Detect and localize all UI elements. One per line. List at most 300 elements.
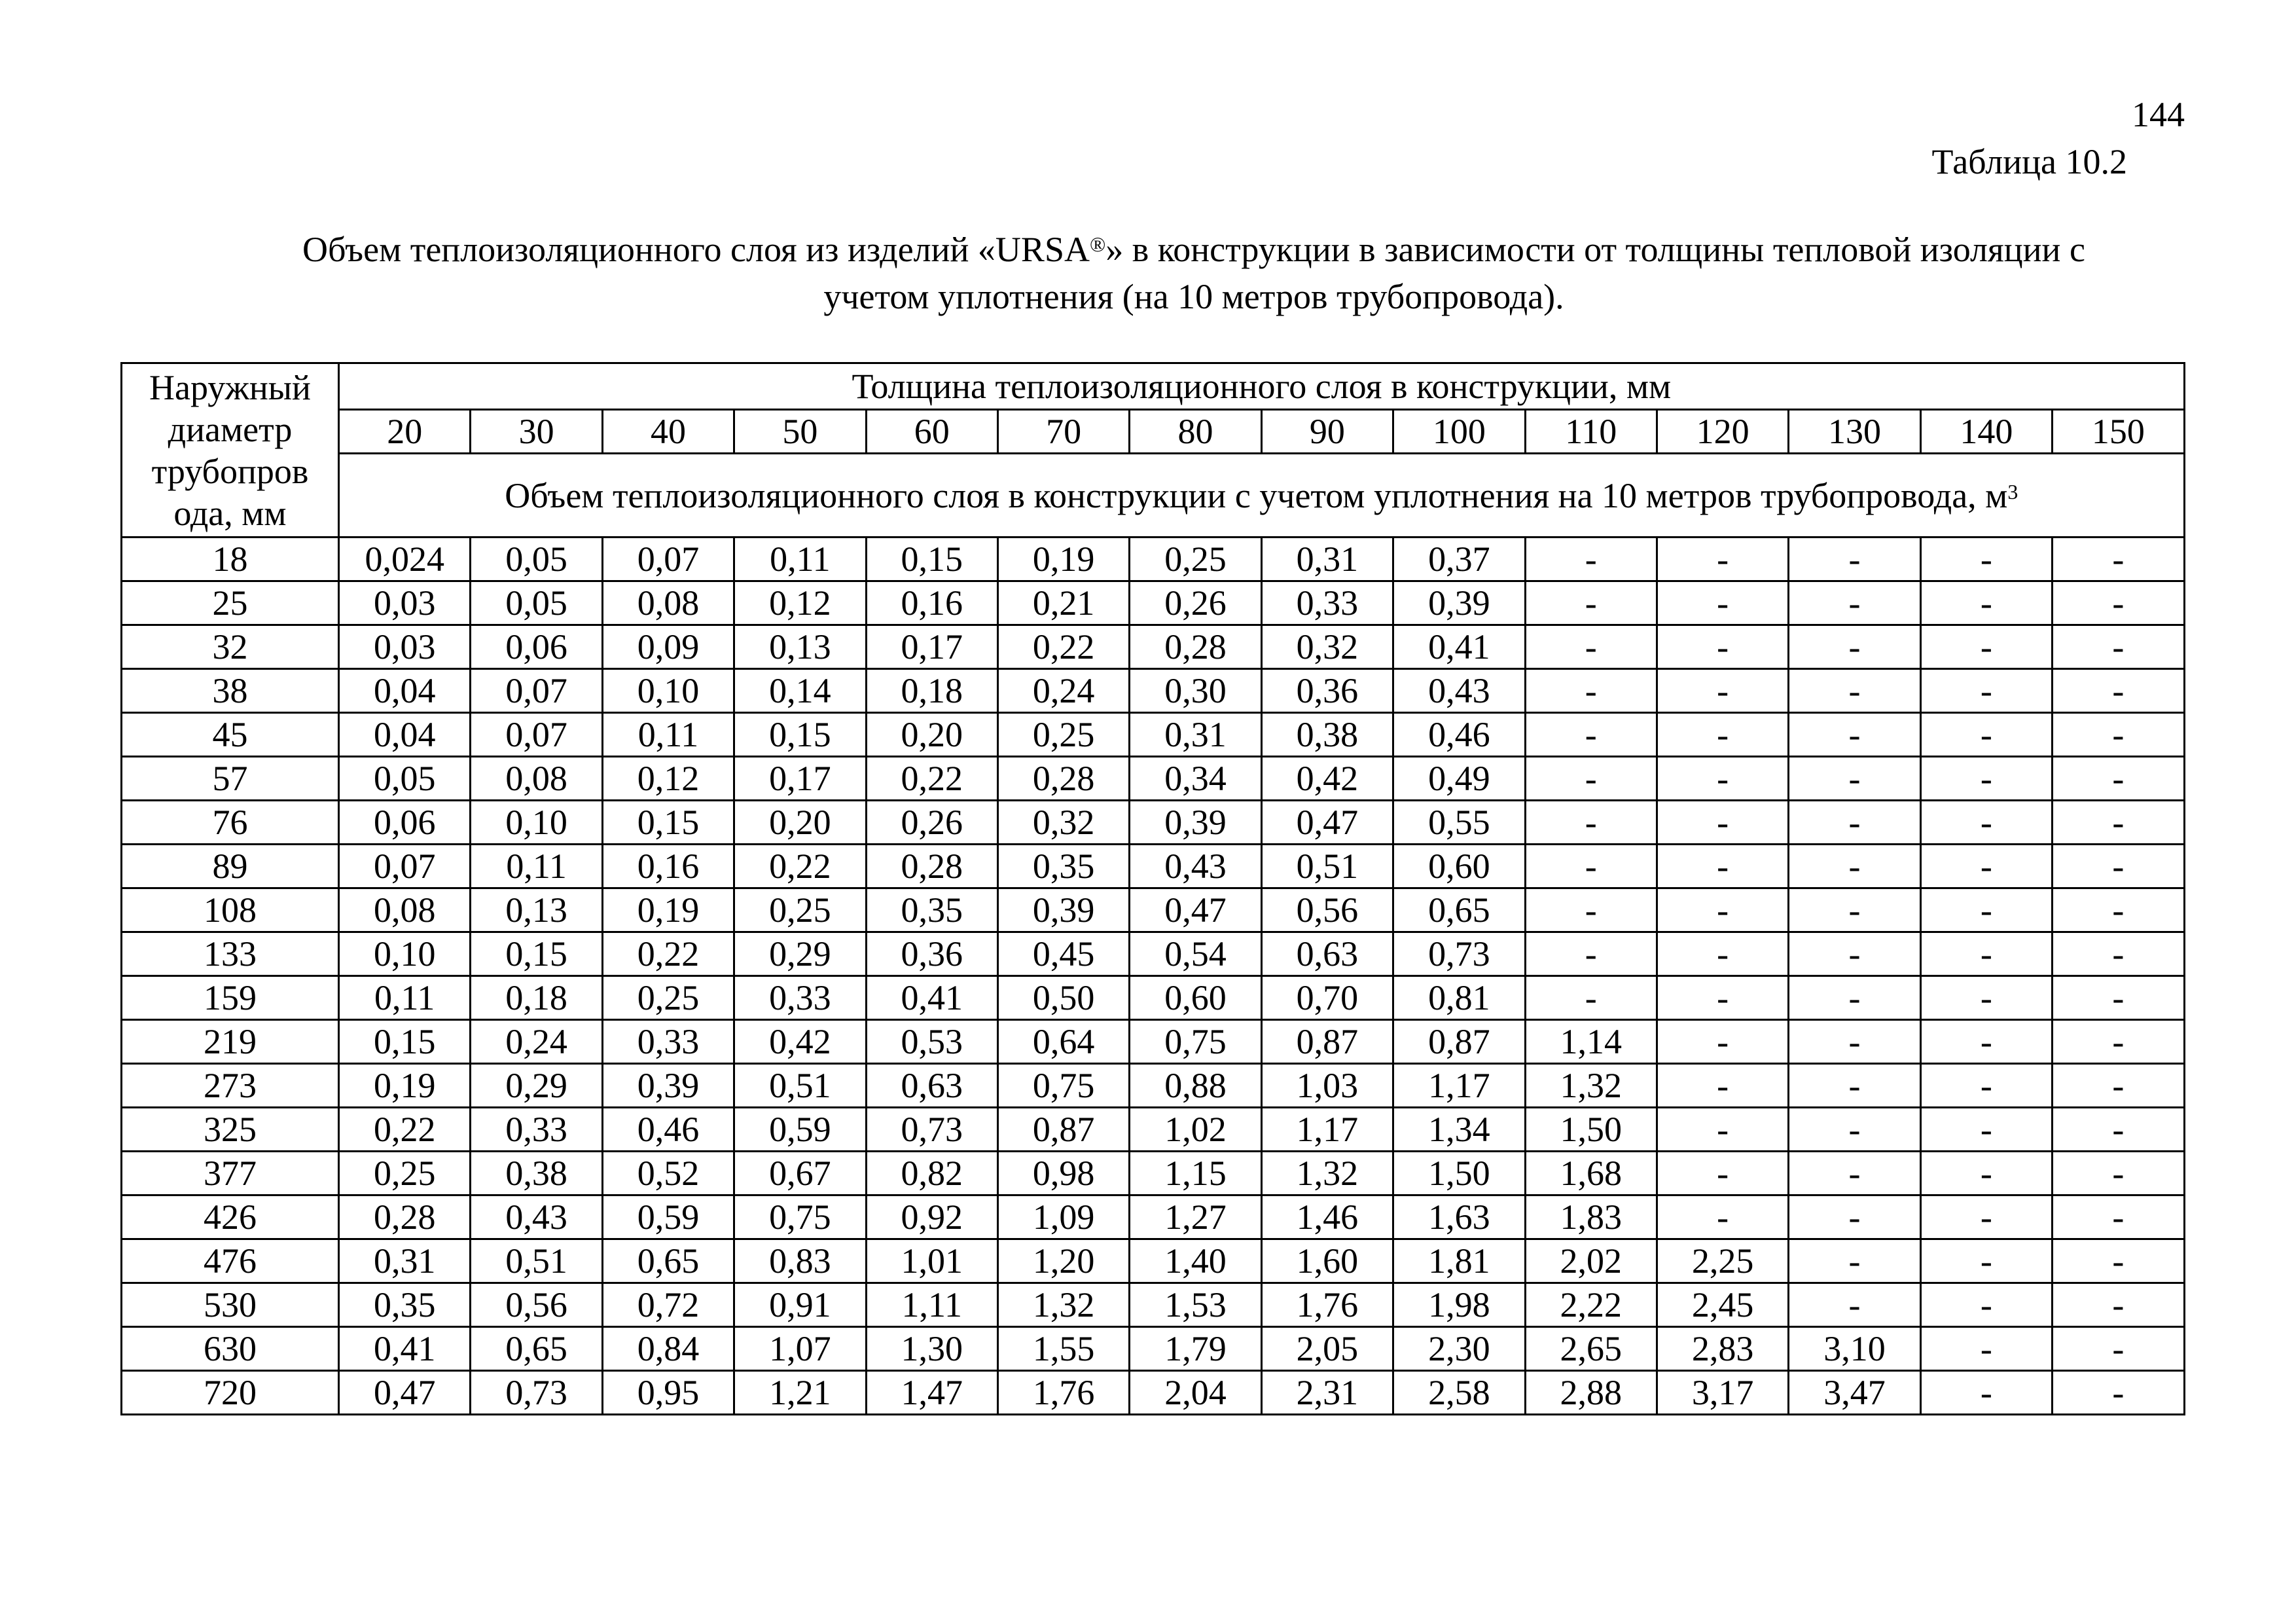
volume-cell: 0,75: [734, 1195, 866, 1239]
diameter-cell: 57: [122, 757, 339, 801]
group-header-thickness: Толщина теплоизоляционного слоя в конструкции, мм: [339, 363, 2185, 410]
volume-cell: 0,42: [1261, 757, 1393, 801]
volume-cell: 0,51: [1261, 845, 1393, 888]
volume-cell: 0,60: [1130, 976, 1261, 1020]
volume-cell: 0,30: [1130, 669, 1261, 713]
volume-cell: 0,11: [471, 845, 602, 888]
volume-cell: 0,59: [734, 1108, 866, 1152]
table-row: [122, 932, 2185, 976]
diameter-cell: 325: [122, 1108, 339, 1152]
header-row-group: [122, 363, 2185, 410]
volume-cell: 0,16: [602, 845, 734, 888]
volume-cell: 1,81: [1393, 1239, 1525, 1283]
diameter-cell: 45: [122, 713, 339, 757]
volume-cell: 0,91: [734, 1283, 866, 1327]
volume-cell: -: [1920, 1064, 2052, 1108]
volume-cell: 0,73: [1393, 932, 1525, 976]
volume-cell: 0,32: [997, 801, 1129, 845]
volume-cell: -: [2053, 1239, 2185, 1283]
volume-cell: 0,39: [997, 888, 1129, 932]
volume-cell: 0,13: [471, 888, 602, 932]
volume-cell: -: [1920, 581, 2052, 625]
diameter-cell: 377: [122, 1152, 339, 1195]
subheader-volume: [339, 454, 2185, 538]
thickness-column-header: 70: [997, 410, 1129, 454]
volume-cell: 0,41: [339, 1327, 471, 1371]
diameter-cell: 18: [122, 538, 339, 581]
volume-cell: 0,87: [1261, 1020, 1393, 1064]
volume-cell: 0,33: [734, 976, 866, 1020]
volume-cell: -: [1525, 845, 1657, 888]
volume-cell: -: [1525, 888, 1657, 932]
volume-cell: 0,26: [866, 801, 997, 845]
volume-cell: 0,35: [997, 845, 1129, 888]
volume-cell: 0,06: [471, 625, 602, 669]
volume-cell: 0,39: [1130, 801, 1261, 845]
volume-cell: 0,70: [1261, 976, 1393, 1020]
volume-cell: 0,25: [602, 976, 734, 1020]
volume-cell: 3,10: [1789, 1327, 1920, 1371]
table-row: [122, 538, 2185, 581]
thickness-column-header: 50: [734, 410, 866, 454]
diameter-cell: 108: [122, 888, 339, 932]
volume-cell: 0,28: [1130, 625, 1261, 669]
volume-cell: -: [1920, 1371, 2052, 1415]
volume-cell: 0,12: [602, 757, 734, 801]
volume-cell: 0,05: [471, 538, 602, 581]
volume-cell: 0,43: [1130, 845, 1261, 888]
diameter-cell: 476: [122, 1239, 339, 1283]
volume-cell: 0,26: [1130, 581, 1261, 625]
volume-cell: -: [2053, 713, 2185, 757]
volume-cell: -: [1657, 845, 1788, 888]
volume-cell: -: [1789, 976, 1920, 1020]
volume-cell: 0,18: [866, 669, 997, 713]
volume-cell: 0,51: [471, 1239, 602, 1283]
volume-cell: 1,27: [1130, 1195, 1261, 1239]
volume-cell: 0,41: [1393, 625, 1525, 669]
volume-cell: -: [1657, 1152, 1788, 1195]
volume-cell: 1,83: [1525, 1195, 1657, 1239]
volume-cell: -: [1657, 1020, 1788, 1064]
volume-cell: -: [1920, 669, 2052, 713]
volume-cell: 1,53: [1130, 1283, 1261, 1327]
volume-cell: -: [1920, 1195, 2052, 1239]
diameter-cell: 89: [122, 845, 339, 888]
volume-cell: -: [1657, 976, 1788, 1020]
volume-cell: 1,34: [1393, 1108, 1525, 1152]
volume-cell: 0,92: [866, 1195, 997, 1239]
volume-cell: -: [1525, 713, 1657, 757]
table-row: [122, 1108, 2185, 1152]
volume-cell: 0,39: [602, 1064, 734, 1108]
volume-cell: 0,22: [339, 1108, 471, 1152]
table-row: [122, 1371, 2185, 1415]
volume-cell: 0,19: [339, 1064, 471, 1108]
volume-cell: -: [1525, 757, 1657, 801]
volume-cell: 0,59: [602, 1195, 734, 1239]
volume-cell: 0,98: [997, 1152, 1129, 1195]
volume-cell: 0,22: [734, 845, 866, 888]
volume-cell: 0,56: [1261, 888, 1393, 932]
registered-mark: ®: [1089, 232, 1106, 256]
volume-cell: 1,98: [1393, 1283, 1525, 1327]
volume-cell: 2,45: [1657, 1283, 1788, 1327]
table-row: [122, 1064, 2185, 1108]
volume-cell: -: [1920, 625, 2052, 669]
volume-cell: -: [1920, 1283, 2052, 1327]
volume-cell: 1,76: [1261, 1283, 1393, 1327]
insulation-volume-table: [120, 362, 2185, 1415]
volume-cell: 3,47: [1789, 1371, 1920, 1415]
volume-cell: 0,46: [1393, 713, 1525, 757]
volume-cell: -: [1657, 713, 1788, 757]
volume-cell: 0,32: [1261, 625, 1393, 669]
volume-cell: -: [1789, 1064, 1920, 1108]
volume-cell: 0,10: [602, 669, 734, 713]
volume-cell: -: [1789, 801, 1920, 845]
volume-cell: -: [1657, 1195, 1788, 1239]
volume-cell: 0,42: [734, 1020, 866, 1064]
volume-cell: 0,24: [997, 669, 1129, 713]
volume-cell: 1,03: [1261, 1064, 1393, 1108]
volume-cell: 0,45: [997, 932, 1129, 976]
volume-cell: -: [1920, 932, 2052, 976]
thickness-column-header: 30: [471, 410, 602, 454]
thickness-column-header: 110: [1525, 410, 1657, 454]
volume-cell: -: [1789, 581, 1920, 625]
volume-cell: 0,29: [471, 1064, 602, 1108]
volume-cell: 0,33: [471, 1108, 602, 1152]
volume-cell: -: [1789, 888, 1920, 932]
volume-cell: -: [1657, 669, 1788, 713]
volume-cell: 0,47: [1261, 801, 1393, 845]
volume-cell: -: [1657, 932, 1788, 976]
volume-cell: 0,65: [602, 1239, 734, 1283]
page-number: 144: [2132, 95, 2185, 134]
volume-cell: 0,65: [471, 1327, 602, 1371]
diameter-cell: 530: [122, 1283, 339, 1327]
volume-cell: 0,03: [339, 625, 471, 669]
volume-cell: 1,63: [1393, 1195, 1525, 1239]
volume-cell: 2,88: [1525, 1371, 1657, 1415]
volume-cell: 0,25: [1130, 538, 1261, 581]
volume-cell: 0,25: [997, 713, 1129, 757]
volume-cell: 0,49: [1393, 757, 1525, 801]
volume-cell: 0,19: [997, 538, 1129, 581]
volume-cell: 0,31: [339, 1239, 471, 1283]
volume-cell: -: [2053, 1195, 2185, 1239]
thickness-column-header: 140: [1920, 410, 2052, 454]
volume-cell: 0,08: [471, 757, 602, 801]
diameter-cell: 426: [122, 1195, 339, 1239]
volume-cell: 0,11: [339, 976, 471, 1020]
header-row-volume: [122, 454, 2185, 538]
volume-cell: 1,21: [734, 1371, 866, 1415]
volume-cell: -: [2053, 669, 2185, 713]
volume-cell: 0,07: [471, 669, 602, 713]
volume-cell: -: [1525, 801, 1657, 845]
thickness-column-header: 120: [1657, 410, 1788, 454]
volume-cell: 0,04: [339, 669, 471, 713]
volume-cell: 0,72: [602, 1283, 734, 1327]
volume-cell: 0,24: [471, 1020, 602, 1064]
volume-cell: 1,47: [866, 1371, 997, 1415]
table-row: [122, 713, 2185, 757]
volume-cell: 0,50: [997, 976, 1129, 1020]
volume-cell: -: [2053, 1064, 2185, 1108]
volume-cell: 2,83: [1657, 1327, 1788, 1371]
volume-cell: -: [1920, 801, 2052, 845]
table-caption: [170, 226, 2217, 320]
volume-cell: 0,75: [1130, 1020, 1261, 1064]
volume-cell: 0,35: [866, 888, 997, 932]
volume-cell: 0,28: [339, 1195, 471, 1239]
volume-cell: 0,52: [602, 1152, 734, 1195]
volume-cell: 0,53: [866, 1020, 997, 1064]
table-row: [122, 1239, 2185, 1283]
volume-cell: -: [1657, 1064, 1788, 1108]
volume-cell: -: [1657, 888, 1788, 932]
volume-cell: 0,14: [734, 669, 866, 713]
volume-cell: 0,04: [339, 713, 471, 757]
diameter-cell: 76: [122, 801, 339, 845]
volume-cell: -: [1920, 713, 2052, 757]
table-row: [122, 801, 2185, 845]
volume-cell: -: [1789, 625, 1920, 669]
volume-cell: 0,16: [866, 581, 997, 625]
volume-cell: -: [1789, 713, 1920, 757]
thickness-column-header: 80: [1130, 410, 1261, 454]
volume-cell: 0,82: [866, 1152, 997, 1195]
volume-cell: -: [1657, 801, 1788, 845]
volume-cell: 1,14: [1525, 1020, 1657, 1064]
volume-cell: 0,11: [602, 713, 734, 757]
volume-cell: 0,22: [997, 625, 1129, 669]
volume-cell: -: [1920, 1152, 2052, 1195]
thickness-column-header: 150: [2053, 410, 2185, 454]
volume-cell: 0,87: [997, 1108, 1129, 1152]
volume-cell: -: [2053, 932, 2185, 976]
volume-cell: -: [2053, 801, 2185, 845]
volume-cell: 1,01: [866, 1239, 997, 1283]
volume-cell: -: [1657, 581, 1788, 625]
table-label: Таблица 10.2: [1931, 142, 2127, 181]
volume-cell: -: [1525, 625, 1657, 669]
volume-cell: -: [2053, 757, 2185, 801]
volume-cell: 0,17: [866, 625, 997, 669]
volume-cell: 0,60: [1393, 845, 1525, 888]
row-header-diameter: Наружный диаметр трубопров ода, мм: [122, 363, 339, 538]
diameter-cell: 38: [122, 669, 339, 713]
volume-cell: 1,15: [1130, 1152, 1261, 1195]
volume-cell: 0,31: [1130, 713, 1261, 757]
volume-cell: -: [1789, 1020, 1920, 1064]
volume-cell: -: [1920, 1327, 2052, 1371]
volume-cell: 0,11: [734, 538, 866, 581]
volume-cell: 0,08: [602, 581, 734, 625]
caption-line1-after: » в конструкции в зависимости от толщины тепловой изоляции с: [1105, 230, 2085, 269]
volume-cell: 2,65: [1525, 1327, 1657, 1371]
volume-cell: 0,63: [866, 1064, 997, 1108]
volume-cell: -: [2053, 1327, 2185, 1371]
volume-cell: 0,83: [734, 1239, 866, 1283]
volume-cell: 0,10: [471, 801, 602, 845]
volume-cell: -: [1657, 1108, 1788, 1152]
volume-cell: 1,02: [1130, 1108, 1261, 1152]
volume-cell: 0,47: [1130, 888, 1261, 932]
volume-cell: 1,76: [997, 1371, 1129, 1415]
volume-cell: 0,33: [602, 1020, 734, 1064]
volume-cell: 2,02: [1525, 1239, 1657, 1283]
volume-cell: -: [1920, 976, 2052, 1020]
volume-cell: 1,20: [997, 1239, 1129, 1283]
volume-cell: 0,54: [1130, 932, 1261, 976]
volume-cell: 0,15: [339, 1020, 471, 1064]
volume-cell: 2,31: [1261, 1371, 1393, 1415]
volume-cell: 0,38: [471, 1152, 602, 1195]
volume-cell: -: [2053, 538, 2185, 581]
volume-cell: 0,37: [1393, 538, 1525, 581]
volume-cell: 0,18: [471, 976, 602, 1020]
volume-cell: -: [1789, 1239, 1920, 1283]
volume-cell: 0,25: [339, 1152, 471, 1195]
volume-cell: 0,15: [471, 932, 602, 976]
volume-cell: 0,28: [866, 845, 997, 888]
thickness-column-header: 40: [602, 410, 734, 454]
subheader-unit-exponent: 3: [2007, 479, 2018, 503]
volume-cell: -: [1525, 932, 1657, 976]
header-row-thickness: [122, 410, 2185, 454]
volume-cell: 0,67: [734, 1152, 866, 1195]
thickness-column-header: 130: [1789, 410, 1920, 454]
volume-cell: 0,87: [1393, 1020, 1525, 1064]
volume-cell: 0,29: [734, 932, 866, 976]
diameter-cell: 133: [122, 932, 339, 976]
volume-cell: 1,50: [1525, 1108, 1657, 1152]
volume-cell: 0,34: [1130, 757, 1261, 801]
volume-cell: 0,35: [339, 1283, 471, 1327]
volume-cell: 2,58: [1393, 1371, 1525, 1415]
volume-cell: 0,28: [997, 757, 1129, 801]
volume-cell: 0,22: [602, 932, 734, 976]
volume-cell: -: [1920, 1020, 2052, 1064]
volume-cell: 0,15: [866, 538, 997, 581]
volume-cell: 0,75: [997, 1064, 1129, 1108]
volume-cell: 0,06: [339, 801, 471, 845]
volume-cell: 0,84: [602, 1327, 734, 1371]
table-row: [122, 669, 2185, 713]
volume-cell: -: [1789, 845, 1920, 888]
volume-cell: 2,04: [1130, 1371, 1261, 1415]
volume-cell: 0,33: [1261, 581, 1393, 625]
volume-cell: -: [1920, 757, 2052, 801]
volume-cell: 0,07: [602, 538, 734, 581]
volume-cell: -: [2053, 1371, 2185, 1415]
volume-cell: -: [1789, 538, 1920, 581]
volume-cell: 1,11: [866, 1283, 997, 1327]
volume-cell: 1,17: [1393, 1064, 1525, 1108]
volume-cell: 0,07: [339, 845, 471, 888]
thickness-column-header: 60: [866, 410, 997, 454]
volume-cell: 0,51: [734, 1064, 866, 1108]
volume-cell: 0,63: [1261, 932, 1393, 976]
volume-cell: -: [2053, 1020, 2185, 1064]
volume-cell: 0,36: [1261, 669, 1393, 713]
volume-cell: -: [2053, 1283, 2185, 1327]
volume-cell: -: [1789, 1152, 1920, 1195]
volume-cell: 0,43: [1393, 669, 1525, 713]
volume-cell: 0,81: [1393, 976, 1525, 1020]
volume-cell: -: [2053, 845, 2185, 888]
table-body: [122, 538, 2185, 1415]
table-row: [122, 1020, 2185, 1064]
volume-cell: 0,21: [997, 581, 1129, 625]
thickness-column-header: 20: [339, 410, 471, 454]
volume-cell: 0,73: [471, 1371, 602, 1415]
volume-cell: 1,32: [1261, 1152, 1393, 1195]
volume-cell: 0,36: [866, 932, 997, 976]
volume-cell: 0,22: [866, 757, 997, 801]
volume-cell: 2,22: [1525, 1283, 1657, 1327]
table-row: [122, 1195, 2185, 1239]
diameter-cell: 630: [122, 1327, 339, 1371]
volume-cell: 0,64: [997, 1020, 1129, 1064]
volume-cell: 0,41: [866, 976, 997, 1020]
volume-cell: 0,20: [866, 713, 997, 757]
volume-cell: -: [2053, 976, 2185, 1020]
volume-cell: 0,07: [471, 713, 602, 757]
subheader-volume-text: Объем теплоизоляционного слоя в конструкции с учетом уплотнения на 10 метров трубопровода, м: [505, 475, 2008, 515]
volume-cell: 0,03: [339, 581, 471, 625]
volume-cell: 1,79: [1130, 1327, 1261, 1371]
volume-cell: -: [2053, 888, 2185, 932]
thickness-column-header: 100: [1393, 410, 1525, 454]
volume-cell: 1,17: [1261, 1108, 1393, 1152]
table-row: [122, 581, 2185, 625]
volume-cell: -: [1920, 1239, 2052, 1283]
volume-cell: 0,95: [602, 1371, 734, 1415]
volume-cell: -: [2053, 1108, 2185, 1152]
table-row: [122, 625, 2185, 669]
volume-cell: 0,10: [339, 932, 471, 976]
volume-cell: 0,31: [1261, 538, 1393, 581]
volume-cell: 0,73: [866, 1108, 997, 1152]
volume-cell: -: [1789, 1195, 1920, 1239]
volume-cell: 1,09: [997, 1195, 1129, 1239]
volume-cell: -: [2053, 625, 2185, 669]
volume-cell: 2,05: [1261, 1327, 1393, 1371]
caption-line2: учетом уплотнения (на 10 метров трубопровода).: [823, 277, 1564, 316]
volume-cell: 0,13: [734, 625, 866, 669]
diameter-cell: 219: [122, 1020, 339, 1064]
volume-cell: -: [1525, 976, 1657, 1020]
volume-cell: -: [1657, 538, 1788, 581]
volume-cell: 0,15: [602, 801, 734, 845]
volume-cell: -: [2053, 581, 2185, 625]
volume-cell: -: [1920, 845, 2052, 888]
volume-cell: 0,88: [1130, 1064, 1261, 1108]
volume-cell: 0,09: [602, 625, 734, 669]
volume-cell: -: [2053, 1152, 2185, 1195]
volume-cell: 0,56: [471, 1283, 602, 1327]
volume-cell: 0,08: [339, 888, 471, 932]
volume-cell: 1,07: [734, 1327, 866, 1371]
volume-cell: 0,12: [734, 581, 866, 625]
volume-cell: 0,55: [1393, 801, 1525, 845]
volume-cell: 0,25: [734, 888, 866, 932]
table-row: [122, 1152, 2185, 1195]
